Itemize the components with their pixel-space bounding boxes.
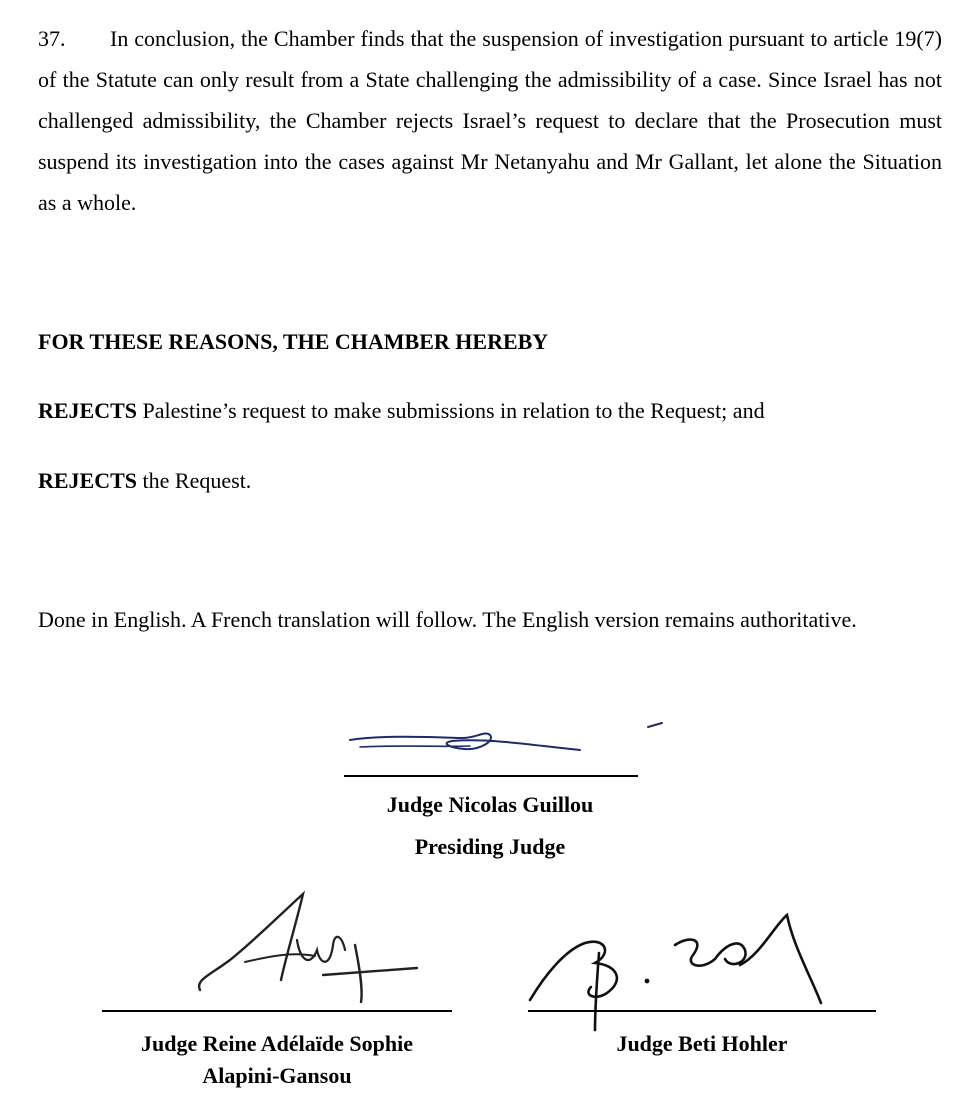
paragraph-37: [38, 18, 942, 223]
paragraph-number: 37.: [38, 26, 66, 51]
signature-line-left: [102, 1010, 452, 1012]
signature-line-right: [528, 1010, 876, 1012]
signature-alapini-gansou: [185, 880, 435, 1005]
clause-text: Palestine’s request to make submissions in relation to the Request; and: [137, 398, 765, 423]
presiding-judge-name: Judge Nicolas Guillou: [386, 792, 594, 817]
operative-clause-2: [38, 466, 251, 496]
left-judge-name-line-2: Alapini-Gansou: [202, 1063, 352, 1088]
right-judge-name: Judge Beti Hohler: [616, 1031, 788, 1056]
left-judge-name-line-1: Judge Reine Adélaïde Sophie: [141, 1031, 413, 1056]
signature-hohler: [525, 905, 835, 1035]
rejects-keyword: REJECTS: [38, 398, 138, 423]
operative-clause-1: [38, 396, 765, 426]
closing-statement: Done in English. A French translation will follow. The English version remains authoritative.: [38, 607, 857, 632]
paragraph-text: In conclusion, the Chamber finds that the suspension of investigation pursuant to article 19(7) of the Statute can only result from a State challenging the admissibility of a case. Since Israel has not challenged admissibility, the Chamber rejects Israel’s request to declare that the Prosecution must suspend its investigation into the cases against Mr Netanyahu and Mr Gallant, let alone the Situation as a whole.: [38, 26, 942, 215]
clause-text: the Request.: [137, 468, 252, 493]
presiding-judge-role: Presiding Judge: [414, 834, 566, 859]
rejects-keyword: REJECTS: [38, 468, 138, 493]
signature-guillou: [340, 705, 680, 770]
signature-line-presiding: [344, 775, 638, 777]
operative-heading: FOR THESE REASONS, THE CHAMBER HEREBY: [38, 329, 549, 354]
